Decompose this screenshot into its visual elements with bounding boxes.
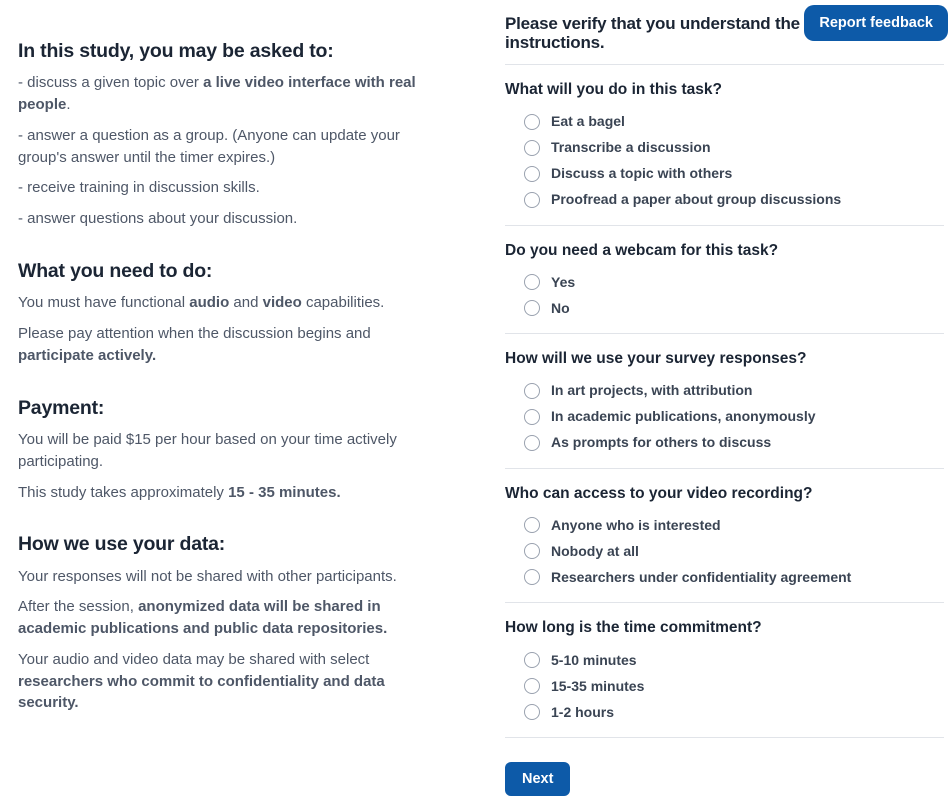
radio-button-icon[interactable] (524, 543, 540, 559)
radio-button-icon[interactable] (524, 114, 540, 130)
section-heading: In this study, you may be asked to: (18, 40, 334, 62)
question-prompt: Who can access to your video recording? (505, 484, 813, 502)
radio-label: Nobody at all (551, 543, 639, 560)
radio-button-icon[interactable] (524, 166, 540, 182)
question-divider (505, 602, 944, 603)
paragraph (18, 482, 448, 504)
question-block (505, 619, 944, 738)
text-segment: - receive training in discussion skills. (18, 179, 260, 197)
radio-label: Proofread a paper about group discussions (551, 191, 842, 208)
radio-label: Researchers under confidentiality agreement (551, 569, 852, 586)
options-container (505, 378, 944, 456)
radio-label: No (551, 299, 570, 316)
question-prompt: Do you need a webcam for this task? (505, 241, 779, 259)
questions-container (505, 81, 944, 738)
paragraph (18, 208, 448, 230)
question-divider (505, 225, 944, 226)
section-heading: What you need to do: (18, 259, 213, 282)
text-segment: and (229, 294, 263, 312)
question-block (505, 242, 944, 335)
instruction-section (18, 533, 448, 714)
radio-button-icon[interactable] (524, 517, 540, 533)
text-segment: participate actively. (18, 346, 157, 364)
question-divider (505, 468, 944, 469)
radio-option[interactable] (505, 109, 944, 135)
text-segment: After the session, (18, 598, 139, 616)
question-prompt: How long is the time commitment? (505, 619, 762, 637)
paragraph (18, 72, 448, 116)
paragraph (18, 292, 448, 314)
paragraph (18, 323, 448, 367)
radio-button-icon[interactable] (524, 192, 540, 208)
radio-option[interactable] (505, 269, 944, 295)
instruction-section (18, 260, 448, 367)
instruction-section (18, 397, 448, 504)
radio-button-icon[interactable] (524, 383, 540, 399)
section-paragraphs (18, 429, 448, 503)
radio-label: In art projects, with attribution (551, 382, 753, 399)
right-column-quiz (505, 0, 944, 796)
report-feedback-button[interactable]: Report feedback (804, 5, 948, 41)
radio-option[interactable] (505, 135, 944, 161)
radio-button-icon[interactable] (524, 569, 540, 585)
radio-option[interactable] (505, 512, 944, 538)
question-divider (505, 333, 944, 334)
text-segment: researchers who commit to confidentiality and data security. (18, 672, 385, 712)
radio-label: Transcribe a discussion (551, 139, 711, 156)
radio-label: Discuss a topic with others (551, 165, 733, 182)
options-container (505, 269, 944, 321)
section-paragraphs (18, 292, 448, 366)
radio-button-icon[interactable] (524, 652, 540, 668)
text-segment: - answer questions about your discussion. (18, 210, 298, 228)
radio-option[interactable] (505, 378, 944, 404)
title-divider (505, 64, 944, 65)
text-segment: anonymized data will be shared in academic publications and public data repositories. (18, 598, 388, 638)
radio-label: 15-35 minutes (551, 677, 645, 694)
question-block (505, 350, 944, 469)
paragraph (18, 177, 448, 199)
radio-label: As prompts for others to discuss (551, 434, 772, 451)
radio-button-icon[interactable] (524, 300, 540, 316)
radio-option[interactable] (505, 161, 944, 187)
options-container (505, 512, 944, 590)
question-prompt: How will we use your survey responses? (505, 350, 807, 368)
radio-button-icon[interactable] (524, 678, 540, 694)
text-segment: - answer a question as a group. (Anyone can update your group's answer until the timer expires.) (18, 126, 400, 166)
radio-option[interactable] (505, 699, 944, 725)
section-paragraphs (18, 566, 448, 715)
options-container (505, 109, 944, 213)
text-segment: Your responses will not be shared with other participants. (18, 567, 397, 585)
question-prompt: What will you do in this task? (505, 81, 723, 99)
radio-option[interactable] (505, 673, 944, 699)
section-heading: Payment: (18, 396, 105, 419)
text-segment: You will be paid $15 per hour based on your time actively participating. (18, 431, 397, 470)
paragraph (18, 566, 448, 588)
paragraph (18, 125, 448, 169)
next-button[interactable]: Next (505, 762, 570, 796)
page-title: Please verify that you understand the instructions. (505, 14, 800, 53)
radio-label: 1-2 hours (551, 703, 615, 720)
radio-button-icon[interactable] (524, 140, 540, 156)
radio-option[interactable] (505, 404, 944, 430)
instruction-section (18, 40, 448, 230)
text-segment: capabilities. (301, 294, 385, 312)
radio-option[interactable] (505, 564, 944, 590)
radio-button-icon[interactable] (524, 274, 540, 290)
radio-button-icon[interactable] (524, 704, 540, 720)
radio-option[interactable] (505, 187, 944, 213)
question-block (505, 81, 944, 226)
text-segment: You must have functional (18, 294, 190, 312)
text-segment: Please pay attention when the discussion begins and (18, 325, 371, 343)
radio-label: Yes (551, 273, 576, 290)
text-segment: a live video interface with real people (18, 74, 416, 114)
radio-button-icon[interactable] (524, 435, 540, 451)
options-container (505, 647, 944, 725)
radio-label: Anyone who is interested (551, 517, 721, 534)
section-paragraphs (18, 72, 448, 230)
text-segment: This study takes approximately (18, 483, 229, 501)
radio-option[interactable] (505, 430, 944, 456)
paragraph (18, 649, 448, 714)
text-segment: . (66, 96, 71, 114)
text-segment: 15 - 35 minutes. (228, 483, 341, 501)
question-divider (505, 737, 944, 738)
section-heading: How we use your data: (18, 533, 226, 556)
radio-label: 5-10 minutes (551, 651, 637, 668)
text-segment: audio (189, 294, 230, 312)
radio-button-icon[interactable] (524, 409, 540, 425)
radio-option[interactable] (505, 538, 944, 564)
left-column (18, 0, 448, 723)
text-segment: video (262, 294, 302, 312)
paragraph (18, 596, 448, 640)
radio-label: In academic publications, anonymously (551, 408, 816, 425)
text-segment: - discuss a given topic over (18, 74, 204, 92)
radio-label: Eat a bagel (551, 113, 625, 130)
radio-option[interactable] (505, 295, 944, 321)
radio-option[interactable] (505, 647, 944, 673)
question-block (505, 485, 944, 604)
paragraph (18, 429, 448, 473)
text-segment: Your audio and video data may be shared with select (18, 650, 370, 668)
